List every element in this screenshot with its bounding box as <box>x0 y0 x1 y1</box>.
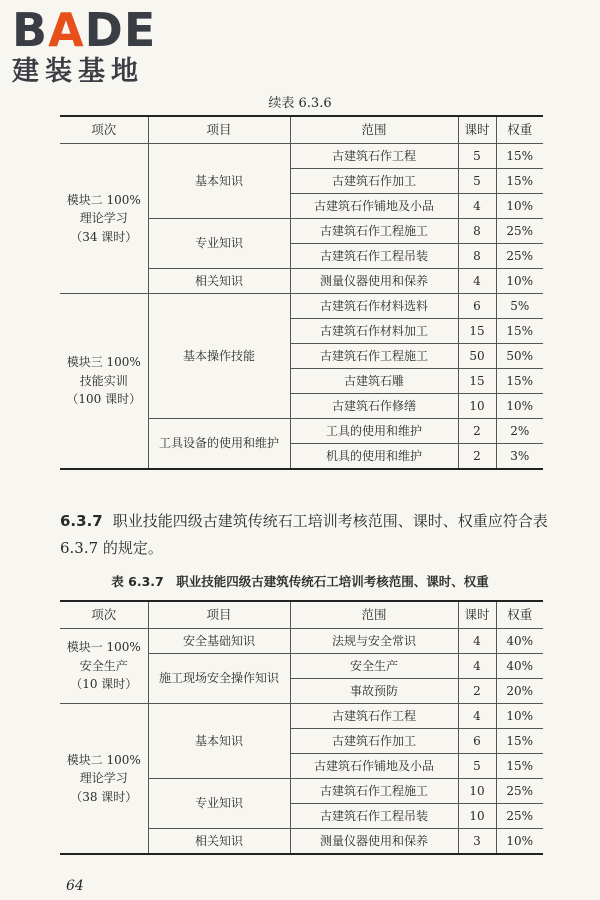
weight-cell: 40% <box>496 654 543 679</box>
hours-cell: 4 <box>458 704 496 729</box>
scope-cell: 古建筑石作工程 <box>290 704 458 729</box>
scope-cell: 安全生产 <box>290 654 458 679</box>
weight-cell: 50% <box>496 344 543 369</box>
scope-cell: 古建筑石作修缮 <box>290 394 458 419</box>
header-item-no: 项次 <box>60 601 148 629</box>
module-cell: 模块一 100% 安全生产 （10 课时） <box>60 629 148 704</box>
weight-cell: 10% <box>496 269 543 294</box>
hours-cell: 5 <box>458 169 496 194</box>
hours-cell: 2 <box>458 419 496 444</box>
section-6-3-7-paragraph <box>60 508 550 562</box>
page-number: 64 <box>66 878 84 894</box>
weight-cell: 2% <box>496 419 543 444</box>
weight-cell: 40% <box>496 629 543 654</box>
table-row <box>60 144 543 169</box>
hours-cell: 5 <box>458 754 496 779</box>
table-6-3-6-continued <box>60 115 543 470</box>
weight-cell: 20% <box>496 679 543 704</box>
hours-cell: 4 <box>458 629 496 654</box>
weight-cell: 5% <box>496 294 543 319</box>
hours-cell: 6 <box>458 729 496 754</box>
group-cell: 基本知识 <box>148 704 290 779</box>
group-cell: 相关知识 <box>148 829 290 855</box>
group-cell: 基本操作技能 <box>148 294 290 419</box>
hours-cell: 8 <box>458 244 496 269</box>
group-cell: 基本知识 <box>148 144 290 219</box>
hours-cell: 4 <box>458 654 496 679</box>
table-header-row <box>60 116 543 144</box>
weight-cell: 15% <box>496 144 543 169</box>
hours-cell: 50 <box>458 344 496 369</box>
table-header-row <box>60 601 543 629</box>
scope-cell: 古建筑石作工程吊装 <box>290 804 458 829</box>
scope-cell: 古建筑石作材料加工 <box>290 319 458 344</box>
weight-cell: 25% <box>496 219 543 244</box>
weight-cell: 15% <box>496 729 543 754</box>
brand-logo <box>12 3 157 88</box>
table2-caption: 表 6.3.7 职业技能四级古建筑传统石工培训考核范围、课时、权重 <box>111 574 489 589</box>
weight-cell: 25% <box>496 244 543 269</box>
scope-cell: 测量仪器使用和保养 <box>290 829 458 855</box>
hours-cell: 8 <box>458 219 496 244</box>
scope-cell: 法规与安全常识 <box>290 629 458 654</box>
header-weight: 权重 <box>496 116 543 144</box>
scope-cell: 古建筑石作工程施工 <box>290 344 458 369</box>
group-cell: 施工现场安全操作知识 <box>148 654 290 704</box>
hours-cell: 10 <box>458 804 496 829</box>
hours-cell: 4 <box>458 194 496 219</box>
hours-cell: 15 <box>458 369 496 394</box>
hours-cell: 10 <box>458 779 496 804</box>
table-row <box>60 704 543 729</box>
group-cell: 相关知识 <box>148 269 290 294</box>
header-hours: 课时 <box>458 116 496 144</box>
module-cell: 模块三 100% 技能实训 （100 课时） <box>60 294 148 470</box>
section-number: 6.3.7 <box>60 512 103 530</box>
scope-cell: 测量仪器使用和保养 <box>290 269 458 294</box>
hours-cell: 2 <box>458 679 496 704</box>
header-scope: 范围 <box>290 601 458 629</box>
hours-cell: 2 <box>458 444 496 470</box>
table1-caption: 续表 6.3.6 <box>268 96 332 111</box>
weight-cell: 10% <box>496 829 543 855</box>
hours-cell: 15 <box>458 319 496 344</box>
group-cell: 安全基础知识 <box>148 629 290 654</box>
scope-cell: 工具的使用和维护 <box>290 419 458 444</box>
scope-cell: 古建筑石作铺地及小品 <box>290 194 458 219</box>
weight-cell: 15% <box>496 169 543 194</box>
scope-cell: 古建筑石作材料选料 <box>290 294 458 319</box>
hours-cell: 10 <box>458 394 496 419</box>
header-item-no: 项次 <box>60 116 148 144</box>
scope-cell: 古建筑石作工程吊装 <box>290 244 458 269</box>
scope-cell: 事故预防 <box>290 679 458 704</box>
scope-cell: 古建筑石作加工 <box>290 729 458 754</box>
weight-cell: 10% <box>496 194 543 219</box>
module-cell: 模块二 100% 理论学习 （38 课时） <box>60 704 148 855</box>
scope-cell: 古建筑石作工程施工 <box>290 779 458 804</box>
scope-cell: 古建筑石作工程 <box>290 144 458 169</box>
brand-wordmark: BADE <box>12 3 157 57</box>
weight-cell: 15% <box>496 754 543 779</box>
weight-cell: 25% <box>496 804 543 829</box>
module-cell: 模块二 100% 理论学习 （34 课时） <box>60 144 148 294</box>
table-6-3-7 <box>60 600 543 855</box>
scope-cell: 机具的使用和维护 <box>290 444 458 470</box>
weight-cell: 25% <box>496 779 543 804</box>
group-cell: 专业知识 <box>148 219 290 269</box>
scope-cell: 古建筑石作工程施工 <box>290 219 458 244</box>
header-item: 项目 <box>148 601 290 629</box>
brand-subtitle: 建装基地 <box>12 56 144 87</box>
weight-cell: 15% <box>496 369 543 394</box>
header-hours: 课时 <box>458 601 496 629</box>
scope-cell: 古建筑石作铺地及小品 <box>290 754 458 779</box>
section-text: 职业技能四级古建筑传统石工培训考核范围、课时、权重应符合表 6.3.7 的规定。 <box>60 512 548 557</box>
table-row <box>60 294 543 319</box>
weight-cell: 10% <box>496 394 543 419</box>
weight-cell: 10% <box>496 704 543 729</box>
header-weight: 权重 <box>496 601 543 629</box>
header-item: 项目 <box>148 116 290 144</box>
group-cell: 专业知识 <box>148 779 290 829</box>
hours-cell: 6 <box>458 294 496 319</box>
table-row <box>60 629 543 654</box>
scope-cell: 古建筑石雕 <box>290 369 458 394</box>
weight-cell: 15% <box>496 319 543 344</box>
hours-cell: 3 <box>458 829 496 855</box>
scope-cell: 古建筑石作加工 <box>290 169 458 194</box>
group-cell: 工具设备的使用和维护 <box>148 419 290 470</box>
hours-cell: 4 <box>458 269 496 294</box>
weight-cell: 3% <box>496 444 543 470</box>
hours-cell: 5 <box>458 144 496 169</box>
header-scope: 范围 <box>290 116 458 144</box>
